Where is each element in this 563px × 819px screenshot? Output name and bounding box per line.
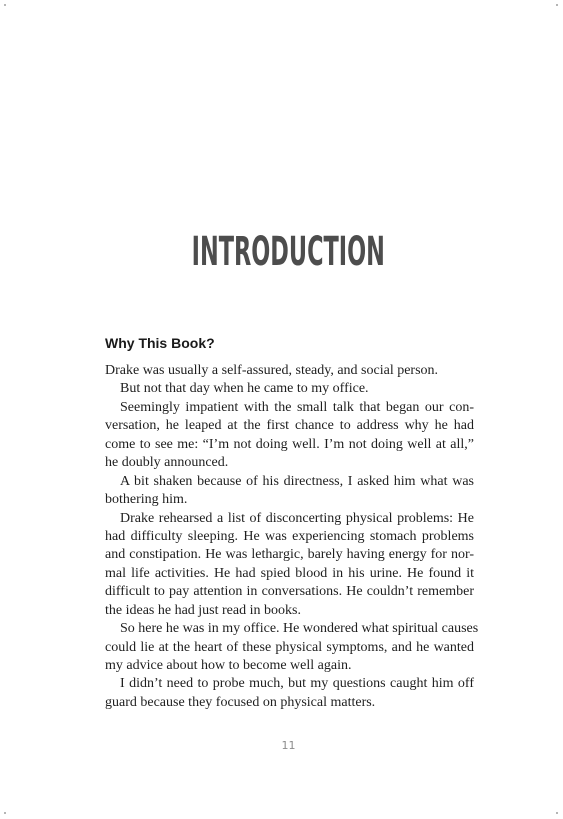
body-line: But not that day when he came to my office. bbox=[120, 381, 369, 397]
body-line: versation, he leaped at the first chance to address why he had bbox=[105, 418, 474, 434]
body-line: and constipation. He was lethargic, barely having energy for nor- bbox=[105, 547, 474, 563]
chapter-title: INTRODUCTION bbox=[191, 229, 385, 275]
corner-mark bbox=[556, 812, 558, 814]
body-line: Drake rehearsed a list of disconcerting physical problems: He bbox=[120, 510, 474, 526]
body-line: Drake was usually a self-assured, steady, and social person. bbox=[105, 363, 439, 378]
body-line: guard because they focused on physical matters. bbox=[105, 694, 376, 710]
body-line: difficult to pay attention in conversations. He couldn’t remember bbox=[105, 584, 474, 600]
body-line: he doubly announced. bbox=[105, 455, 229, 471]
body-line: I didn’t need to probe much, but my questions caught him off bbox=[120, 676, 474, 692]
body-line: could lie at the heart of these physical symptoms, and he wanted bbox=[105, 639, 474, 655]
corner-mark bbox=[4, 4, 6, 6]
corner-mark bbox=[4, 812, 6, 814]
body-line: bothering him. bbox=[105, 492, 188, 508]
body-line: mal life activities. He had spied blood in his urine. He found it bbox=[105, 565, 474, 581]
page-number: 11 bbox=[281, 739, 296, 752]
body-text bbox=[105, 362, 479, 712]
body-line: A bit shaken because of his directness, I asked him what was bbox=[120, 473, 474, 489]
body-line: had difficulty sleeping. He was experiencing stomach problems bbox=[105, 528, 474, 544]
body-line: come to see me: “I’m not doing well. I’m not doing well at all,” bbox=[105, 436, 474, 452]
body-line: the ideas he had just read in books. bbox=[105, 602, 301, 618]
body-line: my advice about how to become well again. bbox=[105, 658, 352, 673]
body-line: So here he was in my office. He wondered what spiritual causes bbox=[120, 621, 479, 637]
corner-mark bbox=[556, 4, 558, 6]
section-heading: Why This Book? bbox=[105, 335, 215, 351]
body-line: Seemingly impatient with the small talk that began our con- bbox=[120, 399, 474, 415]
